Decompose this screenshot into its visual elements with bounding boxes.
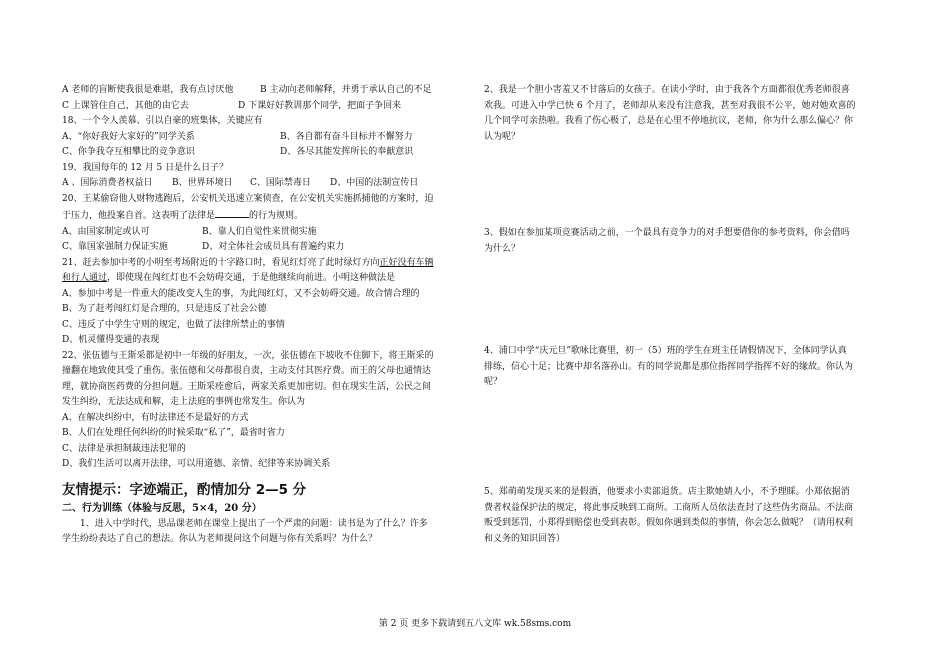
bq3-line2: 为什么？ xyxy=(484,243,521,254)
q21-option-d: D、机灵懂得变通的表现 xyxy=(62,335,160,345)
q20-option-c: C、靠国家强制力保证实施 xyxy=(62,242,168,252)
q19-option-b: B、世界环境日 xyxy=(172,178,233,188)
q17-option-d: D 下课好好教训那个同学，把面子争回来 xyxy=(238,100,402,111)
q22-option-c: C、法律是承担制裁违法犯罪的 xyxy=(62,443,186,454)
bq2-line4: 认为呢？ xyxy=(484,131,521,142)
bq5-line4: 和义务的知识回答） xyxy=(484,533,566,544)
bq5-line1: 5、郑萌萌发现买来的是假酒，他要求小卖部退货。店主欺她婧人小，不予理睬。小郑依据消 xyxy=(484,487,850,497)
q20-blank xyxy=(215,207,249,218)
bq4-block xyxy=(484,344,894,391)
q20-options-row1 xyxy=(62,225,469,241)
q21-option-c: C、违反了中学生守则的规定，也做了法律所禁止的事情 xyxy=(62,319,285,330)
q20-stem-line2 xyxy=(62,207,469,225)
q18-option-b: B、各自都有奋斗目标并不懈努力 xyxy=(280,131,413,142)
q19-option-c: C、国际禁毒日 xyxy=(250,178,311,188)
bq2-block xyxy=(484,83,894,145)
bq4-line3: 呢？ xyxy=(484,377,503,387)
q18-stem: 18、一个令人羡慕、引以自豪的班集体，关键应有 xyxy=(62,116,263,126)
q22-stem-line3: 理，就协商医药费的分担问题。王斯采痊愈后，两家关系更加密切。但在现实生活，公民之间 xyxy=(62,381,432,392)
q19-options xyxy=(62,176,469,192)
q20-stem-post: 的行为规则。 xyxy=(249,211,304,221)
q21-stem-post: ，即使现在闯红灯也不会妨碍交通，于是他继续向前进。小明这种做法是 xyxy=(107,273,396,283)
bq3-block xyxy=(484,226,894,257)
q17-option-a: A 老师的盲断使我很是难堪，我有点讨厌他 xyxy=(62,85,234,95)
q18-options-row2 xyxy=(62,145,469,161)
bq2-line1: 2、我是一个胆小害羞又不甘落后的女孩子。在读小学时，由于我各个方面都很优秀老师很喜 xyxy=(484,85,850,95)
bq1-line2: 学生纷纷表达了自己的想法。你认为老师提问这个问题与你有关系吗？为什么？ xyxy=(62,534,378,544)
bq4-line2: 排练，信心十足；比赛中却名落孙山。有的同学说都是那位指挥同学指挥不好的缘故。你认为 xyxy=(484,361,854,372)
q17-options-row2 xyxy=(62,99,469,115)
q17-options-row1 xyxy=(62,83,469,99)
q21-stem-underlined-2: 和行人通过 xyxy=(62,273,108,283)
q22-option-b: B、人们在处理任何纠纷的时候采取“私了”，最省时省力 xyxy=(62,428,285,438)
bq5-line3: 贩受到惩罚，小郑得到赔偿也受到表彰。假如你遇到类似的事情，你会怎么做呢？（请用权利 xyxy=(484,518,854,528)
q21-stem-pre: 21、赶去参加中考的小明至考场附近的十字路口时，看见红灯亮了此时绿灯方向 xyxy=(62,257,380,268)
q18-option-a: A、“你好我好大家好的”同学关系 xyxy=(62,131,195,142)
bq1-line1: 1、进入中学时代，思品课老师在课堂上提出了一个严肃的问题：读书是为了什么？许多 xyxy=(80,518,428,529)
q17-option-c: C 上课管住自己，其他的由它去 xyxy=(62,100,189,111)
q22-stem-line4: 发生纠纷，无法达成和解，走上法庭的事例也常发生。你认为 xyxy=(62,397,306,407)
q20-stem-line1: 20、王某偷窃他人财物逃跑后，公安机关迅速立案侦查，在公安机关实施抓捕他的方案时，迫 xyxy=(62,193,434,204)
bq2-line2: 欢我。可进入中学已快 6 个月了，老师却从来没有注意我，甚至对我很不公平，她对她欢喜的 xyxy=(484,100,856,111)
q22-option-d: D、我们生活可以离开法律，可以用道德、亲情、纪律等来协调关系 xyxy=(62,459,331,469)
bq5-line2: 费者权益保护法的规定，将此事反映到工商所。工商所人员依法查封了这些伪劣商品。不法商 xyxy=(484,502,854,513)
q18-options-row1 xyxy=(62,130,469,146)
q20-option-b: B、靠人们自觉性来贯彻实施 xyxy=(202,226,317,237)
friendly-tip-heading: 友情提示：字迹端正，酌情加分 2—5 分 xyxy=(62,481,307,498)
q20-stem-pre: 于压力，他投案自首。这表明了法律是 xyxy=(62,211,216,221)
q19-stem: 19、我国每年的 12 月 5 日是什么日子？ xyxy=(62,162,229,173)
q19-option-a: A 、国际消费者权益日 xyxy=(62,178,153,188)
q20-option-d: D、对全体社会成员具有普遍约束力 xyxy=(202,242,345,252)
q22-stem-line1: 22、张伍德与王斯采都是初中一年级的好朋友，一次，张伍德在下坡收不住脚下，将王斯采的 xyxy=(62,350,434,361)
q21-option-b: B、为了赶考闯红灯是合理的，只是违反了社会公德 xyxy=(62,304,267,314)
q22-option-a: A、在解决纠纷中，有时法律还不是最好的方式 xyxy=(62,412,249,423)
bq3-line1: 3、假如在参加某项竞赛活动之前，一个最具有竞争力的对手想要借你的参考资料，你会借吗 xyxy=(484,228,850,238)
q19-option-d: D、中国的法制宣传日 xyxy=(330,178,419,188)
q20-options-row2 xyxy=(62,240,469,256)
section-two-heading: 二、行为训练（体验与反思，5×4，20 分） xyxy=(62,502,262,514)
bq5-block xyxy=(484,485,894,547)
q21-stem-underlined-1: 正好没有车辆 xyxy=(379,257,434,268)
q22-stem-line2: 撞翻在地致使其受了重伤。张伍德和父母都很自责，主动支付其医疗费。而王的父母也通情达 xyxy=(62,366,432,376)
q21-stem-line1 xyxy=(62,256,469,272)
q18-option-c: C、你争我夺互相攀比的竞争意识 xyxy=(62,147,195,157)
q18-option-d: D、各尽其能发挥所长的奉献意识 xyxy=(280,147,414,157)
q17-option-b: B 主动向老师解释，并勇于承认自己的不足 xyxy=(260,85,432,95)
page-footer: 第 2 页 更多下载请到五八文库 wk.58sms.com xyxy=(378,619,572,629)
q21-option-a: A、参加中考是一件重大的能改变人生的事，为此闯红灯，又不会妨碍交通。故合情合理的 xyxy=(62,288,420,299)
bq2-line3: 几个同学可亲热啦。我看了伤心极了，总是在心里不停地抗议，老师，你为什么那么偏心？你 xyxy=(484,116,854,126)
q20-option-a: A、由国家制定或认可 xyxy=(62,226,150,237)
bq4-line1: 4、浦口中学“庆元旦”歌咏比赛里，初一（5）班的学生在班主任请假情况下，全体同学认真 xyxy=(484,346,847,356)
q21-stem-line2 xyxy=(62,271,469,287)
left-column xyxy=(62,83,469,548)
